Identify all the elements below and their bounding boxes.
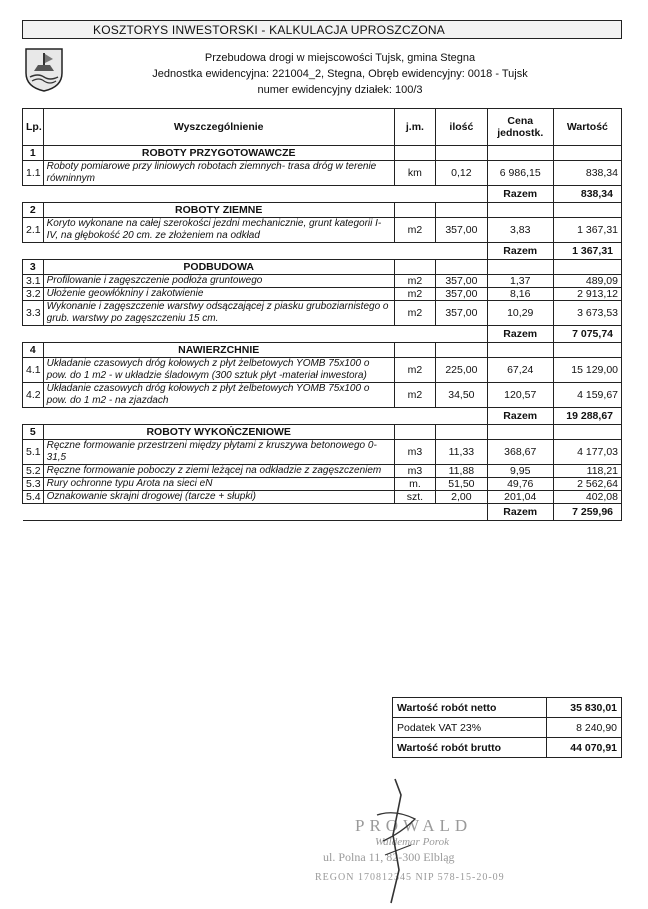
section-header-row	[23, 343, 622, 358]
document-title: KOSZTORYS INWESTORSKI - KALKULACJA UPROSZCZONA	[22, 20, 622, 39]
item-unit: szt.	[394, 491, 435, 504]
subtotal-value: 19 288,67	[553, 408, 621, 425]
subtotal-row	[23, 326, 622, 343]
section-number: 3	[23, 260, 44, 275]
item-unit-price: 201,04	[487, 491, 553, 504]
section-title: PODBUDOWA	[43, 260, 394, 275]
table-row	[23, 440, 622, 465]
subtotal-spacer	[23, 326, 488, 343]
section-number: 1	[23, 146, 44, 161]
section-title: ROBOTY PRZYGOTOWAWCZE	[43, 146, 394, 161]
section-empty-cell	[553, 260, 621, 275]
section-empty-cell	[436, 203, 488, 218]
item-description: Roboty pomiarowe przy liniowych robotach ziemnych- trasa dróg w terenie równinnym	[43, 161, 394, 186]
table-row	[23, 491, 622, 504]
item-quantity: 11,33	[436, 440, 488, 465]
vat-value: 8 240,90	[547, 718, 622, 738]
item-value: 1 367,31	[553, 218, 621, 243]
column-header-jm: j.m.	[394, 109, 435, 146]
table-row	[23, 301, 622, 326]
item-unit: m3	[394, 440, 435, 465]
subtotal-spacer	[23, 243, 488, 260]
section-empty-cell	[553, 203, 621, 218]
item-lp: 5.1	[23, 440, 44, 465]
item-description: Oznakowanie skrajni drogowej (tarcze + słupki)	[43, 491, 394, 504]
item-value: 2 562,64	[553, 478, 621, 491]
table-row	[23, 288, 622, 301]
section-empty-cell	[394, 425, 435, 440]
item-quantity: 11,88	[436, 465, 488, 478]
section-empty-cell	[487, 425, 553, 440]
section-empty-cell	[487, 203, 553, 218]
section-empty-cell	[394, 260, 435, 275]
brutto-value: 44 070,91	[547, 738, 622, 758]
subtotal-spacer	[23, 408, 488, 425]
item-unit-price: 120,57	[487, 383, 553, 408]
section-header-row	[23, 425, 622, 440]
subtotal-value: 838,34	[553, 186, 621, 203]
item-quantity: 2,00	[436, 491, 488, 504]
item-unit: km	[394, 161, 435, 186]
item-unit-price: 67,24	[487, 358, 553, 383]
section-number: 5	[23, 425, 44, 440]
item-quantity: 34,50	[436, 383, 488, 408]
item-value: 4 177,03	[553, 440, 621, 465]
item-description: Układanie czasowych dróg kołowych z płyt żelbetowych YOMB 75x100 o pow. do 1 m2 - w układzie śladowym (300 sztuk płyt -materiał inwestora)	[43, 358, 394, 383]
section-title: ROBOTY WYKOŃCZENIOWE	[43, 425, 394, 440]
section-empty-cell	[436, 260, 488, 275]
coat-of-arms-icon	[24, 47, 64, 93]
item-quantity: 357,00	[436, 301, 488, 326]
section-number: 2	[23, 203, 44, 218]
item-unit-price: 49,76	[487, 478, 553, 491]
section-header-row	[23, 146, 622, 161]
registry-unit: Jednostka ewidencyjna: 221004_2, Stegna, Obręb ewidencyjny: 0018 - Tujsk	[152, 68, 528, 80]
netto-value: 35 830,01	[547, 698, 622, 718]
item-lp: 4.1	[23, 358, 44, 383]
item-quantity: 357,00	[436, 218, 488, 243]
item-lp: 5.3	[23, 478, 44, 491]
item-value: 118,21	[553, 465, 621, 478]
table-row	[23, 478, 622, 491]
section-empty-cell	[394, 343, 435, 358]
section-empty-cell	[436, 146, 488, 161]
section-empty-cell	[553, 146, 621, 161]
section-empty-cell	[436, 425, 488, 440]
item-unit-price: 3,83	[487, 218, 553, 243]
stamp-line-1: PROWALD	[355, 816, 473, 835]
item-value: 3 673,53	[553, 301, 621, 326]
project-name: Przebudowa drogi w miejscowości Tujsk, gmina Stegna	[204, 52, 476, 64]
section-number: 4	[23, 343, 44, 358]
item-quantity: 357,00	[436, 288, 488, 301]
item-lp: 2.1	[23, 218, 44, 243]
item-lp: 3.2	[23, 288, 44, 301]
subtotal-row	[23, 408, 622, 425]
subtotal-value: 7 075,74	[553, 326, 621, 343]
subtotal-spacer	[23, 504, 488, 521]
item-unit-price: 1,37	[487, 275, 553, 288]
item-lp: 5.2	[23, 465, 44, 478]
brutto-label: Wartość robót brutto	[393, 738, 547, 758]
subtotal-row	[23, 504, 622, 521]
table-row	[23, 275, 622, 288]
item-unit: m2	[394, 288, 435, 301]
subtotal-label: Razem	[487, 243, 553, 260]
stamp-line-2: Waldemar Porok	[375, 836, 450, 848]
item-value: 402,08	[553, 491, 621, 504]
item-value: 2 913,12	[553, 288, 621, 301]
section-header-row	[23, 203, 622, 218]
subtotal-value: 1 367,31	[553, 243, 621, 260]
section-title: ROBOTY ZIEMNE	[43, 203, 394, 218]
item-unit: m2	[394, 275, 435, 288]
item-lp: 3.3	[23, 301, 44, 326]
item-unit: m2	[394, 301, 435, 326]
table-row	[23, 161, 622, 186]
item-unit: m3	[394, 465, 435, 478]
table-row	[23, 465, 622, 478]
cost-table-body	[23, 146, 622, 521]
item-lp: 1.1	[23, 161, 44, 186]
table-row	[23, 358, 622, 383]
column-header-desc: Wyszczególnienie	[43, 109, 394, 146]
item-quantity: 357,00	[436, 275, 488, 288]
item-unit-price: 10,29	[487, 301, 553, 326]
section-header-row	[23, 260, 622, 275]
item-value: 489,09	[553, 275, 621, 288]
item-quantity: 51,50	[436, 478, 488, 491]
item-unit: m2	[394, 383, 435, 408]
item-quantity: 0,12	[436, 161, 488, 186]
item-description: Profilowanie i zagęszczenie podłoża gruntowego	[43, 275, 394, 288]
item-unit-price: 9,95	[487, 465, 553, 478]
section-empty-cell	[394, 203, 435, 218]
subtotal-row	[23, 243, 622, 260]
column-header-value: Wartość	[553, 109, 621, 146]
totals-table	[392, 697, 622, 758]
subtotal-row	[23, 186, 622, 203]
signature-icon	[355, 775, 445, 905]
item-unit-price: 8,16	[487, 288, 553, 301]
subtotal-label: Razem	[487, 186, 553, 203]
item-lp: 4.2	[23, 383, 44, 408]
netto-label: Wartość robót netto	[393, 698, 547, 718]
subtotal-spacer	[23, 186, 488, 203]
column-header-qty: ilość	[436, 109, 488, 146]
item-lp: 5.4	[23, 491, 44, 504]
table-row	[23, 383, 622, 408]
item-unit-price: 368,67	[487, 440, 553, 465]
subtotal-label: Razem	[487, 326, 553, 343]
item-value: 838,34	[553, 161, 621, 186]
item-unit: m2	[394, 218, 435, 243]
item-description: Ułożenie geowłókniny i zakotwienie	[43, 288, 394, 301]
item-description: Ręczne formowanie przestrzeni między płytami z kruszywa betonowego 0-31,5	[43, 440, 394, 465]
section-empty-cell	[487, 343, 553, 358]
item-unit: m2	[394, 358, 435, 383]
stamp-line-3: ul. Polna 11, 82-300 Elbląg	[323, 850, 455, 864]
item-unit: m.	[394, 478, 435, 491]
table-header-row	[23, 109, 622, 146]
item-description: Ręczne formowanie poboczy z ziemi leżącej na odkładzie z zagęszczeniem	[43, 465, 394, 478]
item-description: Wykonanie i zagęszczenie warstwy odsączającej z piasku gruboziarnistego o grub. warstwy po zagęszczeniu 15 cm.	[43, 301, 394, 326]
section-title: NAWIERZCHNIE	[43, 343, 394, 358]
vat-label: Podatek VAT 23%	[393, 718, 547, 738]
brutto-row	[393, 738, 622, 758]
column-header-lp: Lp.	[23, 109, 44, 146]
project-header	[70, 50, 610, 98]
section-empty-cell	[394, 146, 435, 161]
item-description: Układanie czasowych dróg kołowych z płyt żelbetowych YOMB 75x100 o pow. do 1 m2 - na zjazdach	[43, 383, 394, 408]
subtotal-label: Razem	[487, 504, 553, 521]
item-unit-price: 6 986,15	[487, 161, 553, 186]
parcel-number: numer ewidencyjny działek: 100/3	[257, 84, 423, 96]
stamp-line-4: REGON 170812345 NIP 578-15-20-09	[315, 872, 505, 883]
item-lp: 3.1	[23, 275, 44, 288]
item-description: Rury ochronne typu Arota na sieci eN	[43, 478, 394, 491]
cost-table	[22, 108, 622, 521]
table-row	[23, 218, 622, 243]
item-description: Koryto wykonane na całej szerokości jezdni mechanicznie, grunt kategorii I-IV, na głębokość 20 cm. ze złożeniem na odkład	[43, 218, 394, 243]
item-value: 4 159,67	[553, 383, 621, 408]
column-header-price: Cena jednostk.	[487, 109, 553, 146]
netto-row	[393, 698, 622, 718]
vat-row	[393, 718, 622, 738]
subtotal-label: Razem	[487, 408, 553, 425]
section-empty-cell	[436, 343, 488, 358]
item-value: 15 129,00	[553, 358, 621, 383]
section-empty-cell	[487, 260, 553, 275]
subtotal-value: 7 259,96	[553, 504, 621, 521]
section-empty-cell	[553, 343, 621, 358]
section-empty-cell	[487, 146, 553, 161]
item-quantity: 225,00	[436, 358, 488, 383]
section-empty-cell	[553, 425, 621, 440]
